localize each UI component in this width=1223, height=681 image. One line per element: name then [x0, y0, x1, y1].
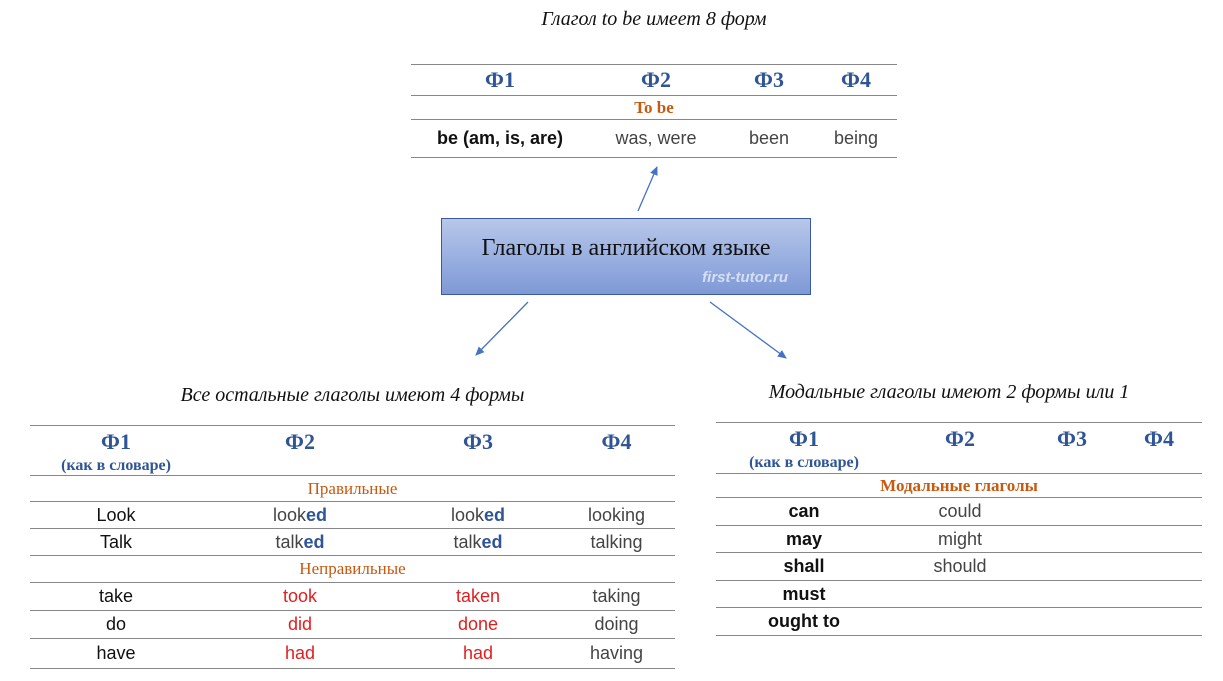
table-row	[30, 502, 675, 529]
table-row	[716, 553, 1202, 581]
modal-f1: shall	[783, 556, 825, 576]
irregular-f2: took	[282, 586, 318, 606]
modal-f1: ought to	[768, 611, 840, 631]
right-header-f1-label: Ф1	[789, 426, 819, 451]
irregular-f1: take	[98, 586, 134, 606]
tobe-f2: was, were	[615, 128, 697, 148]
left-header-f1-label: Ф1	[101, 429, 131, 454]
right-header-f1-sub: (как в словаре)	[749, 454, 859, 471]
regular-f2: looked	[272, 504, 328, 525]
arrow-up	[638, 167, 657, 211]
table-row	[30, 611, 675, 639]
tobe-header-f4: Ф4	[815, 65, 897, 96]
irregular-f3: had	[462, 643, 494, 663]
top-caption: Глагол to be имеет 8 форм	[541, 8, 767, 30]
tobe-f1: be (am, is, are)	[436, 128, 564, 148]
tobe-header-f1: Ф1	[411, 65, 589, 96]
right-header-f4: Ф4	[1144, 426, 1174, 451]
table-row	[716, 581, 1202, 608]
table-row	[30, 529, 675, 556]
left-header-f1-sub: (как в словаре)	[61, 457, 171, 474]
regular-label: Правильные	[307, 478, 398, 498]
modal-f1: may	[785, 528, 823, 549]
tobe-f4: being	[833, 128, 879, 148]
center-title: Глаголы в английском языке	[481, 235, 771, 261]
arrow-left	[476, 302, 528, 355]
modal-f1: must	[782, 583, 826, 604]
left-caption: Все остальные глаголы имеют 4 формы	[180, 384, 525, 406]
irregular-label: Неправильные	[299, 559, 406, 578]
left-header-f4: Ф4	[601, 429, 632, 454]
table-row	[716, 608, 1202, 636]
tobe-header-f3: Ф3	[723, 65, 815, 96]
modal-f2: might	[937, 528, 982, 549]
modal-verbs-table	[716, 422, 1202, 636]
tobe-header-f2: Ф2	[589, 65, 723, 96]
table-row	[30, 583, 675, 611]
irregular-f2: had	[284, 643, 316, 663]
table-row	[716, 498, 1202, 526]
regular-f3: talked	[453, 531, 503, 552]
regular-f1: Talk	[99, 531, 132, 552]
left-header-f2: Ф2	[285, 429, 315, 454]
tobe-f3: been	[748, 128, 790, 148]
watermark: first-tutor.ru	[702, 269, 788, 286]
irregular-f1: do	[105, 614, 127, 634]
irregular-f3: taken	[455, 586, 501, 606]
right-caption: Модальные глаголы имеют 2 формы или 1	[768, 381, 1130, 403]
irregular-f4: taking	[592, 586, 641, 606]
regular-f1: Look	[96, 504, 136, 525]
right-header-f1	[716, 423, 892, 474]
modal-f2	[892, 581, 1028, 608]
regular-f4: talking	[590, 531, 643, 552]
arrow-right	[710, 302, 786, 358]
irregular-f4: having	[589, 643, 644, 663]
modal-f2: could	[938, 501, 982, 521]
table-row	[30, 639, 675, 669]
left-header-f3: Ф3	[463, 429, 493, 454]
irregular-f2: did	[287, 614, 313, 634]
tobe-section-label: To be	[634, 97, 674, 117]
right-header-f2: Ф2	[945, 426, 975, 451]
modal-f2: should	[933, 556, 987, 576]
regular-f3: looked	[450, 504, 506, 525]
irregular-f3: done	[457, 614, 499, 634]
modal-f1: can	[788, 501, 820, 521]
regular-f2: talked	[275, 531, 325, 552]
irregular-f4: doing	[594, 614, 639, 634]
all-verbs-table	[30, 425, 675, 669]
modal-section-label: Модальные глаголы	[880, 475, 1038, 495]
irregular-f1: have	[96, 643, 136, 663]
modal-f2	[892, 608, 1028, 636]
left-header-f1	[30, 426, 202, 476]
right-header-f3: Ф3	[1057, 426, 1087, 451]
regular-f4: looking	[587, 504, 646, 525]
table-row	[716, 526, 1202, 553]
